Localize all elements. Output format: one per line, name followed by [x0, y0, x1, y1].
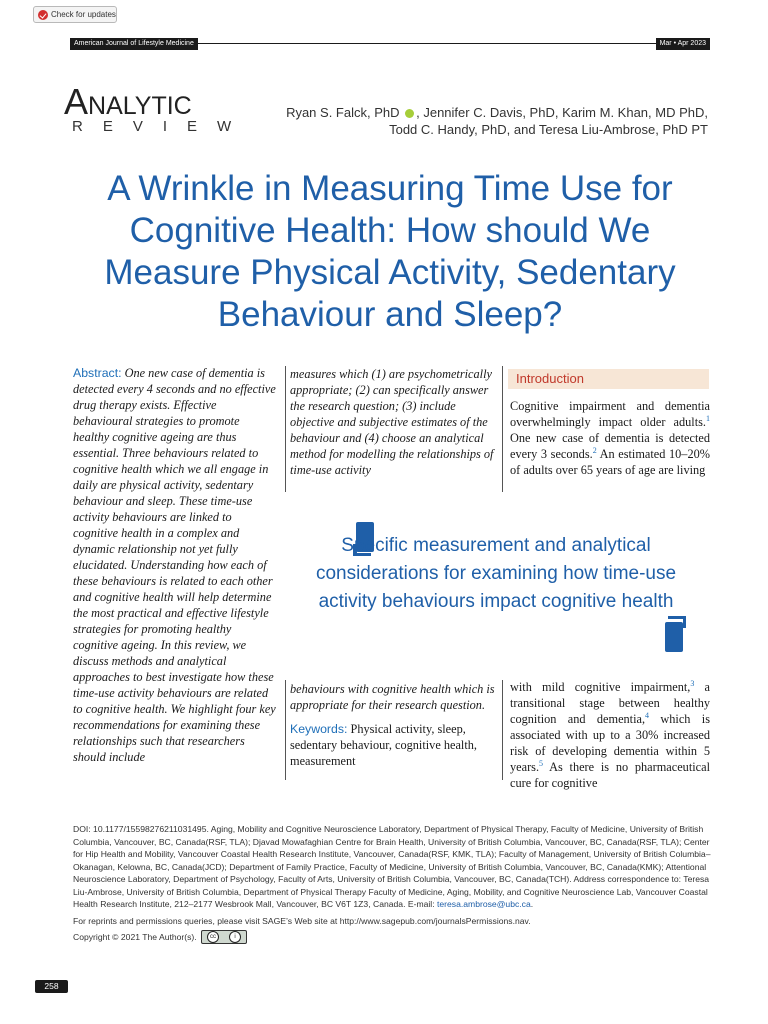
intro-paragraph-continued — [510, 679, 710, 791]
cc-license-badge[interactable] — [201, 930, 247, 944]
column-divider — [502, 680, 503, 780]
keywords-label: Keywords: — [290, 722, 348, 736]
orcid-icon[interactable] — [405, 109, 414, 118]
reference-5[interactable]: 5 — [539, 758, 544, 768]
reference-3[interactable]: 3 — [690, 678, 695, 688]
intro-text: One new case of dementia is detected every 3 seconds. — [510, 431, 710, 461]
intro-text: with mild cognitive impairment, — [510, 680, 691, 694]
reprints-note — [73, 915, 713, 927]
cc-icon: cc — [207, 931, 219, 943]
check-icon — [38, 10, 48, 20]
intro-paragraph-1 — [510, 398, 710, 478]
author-falck: Ryan S. Falck, PhD — [286, 105, 400, 120]
abstract-text-col2-top: measures which (1) are psychometrically appropriate; (2) can specifically answer the research question; (3) include objective and subjective estimates of the behaviour and (4) choose an analytical method for modelling the relationships of time-use activity — [290, 367, 494, 477]
keywords — [290, 721, 496, 769]
journal-name: American Journal of Lifestyle Medicine — [70, 38, 198, 50]
column-divider — [285, 680, 286, 780]
article-type-logo — [64, 82, 192, 122]
intro-text: which is associated with up to a 30% increased risk of developing dementia within 5 years. — [510, 712, 710, 774]
column-divider — [285, 366, 286, 492]
issue-date: Mar • Apr 2023 — [656, 38, 710, 50]
abstract-column — [73, 365, 277, 765]
author-list — [258, 104, 708, 138]
check-for-updates-button[interactable] — [33, 6, 117, 23]
pull-quote: Specific measurement and analytical considerations for examining how time-use activity behaviours impact cognitive health — [315, 535, 677, 612]
abstract-text-col1: One new case of dementia is detected every 4 seconds and no effective drug therapy exists. Effective behavioural strategies to promote healthy cognitive ageing are thus essential. Three behaviours related to cognitive health which we all engage in daily are physical activity, sedentary behaviour and sleep. These time-use activity behaviours are linked to cognitive health in a complex and dynamic relationship not yet fully elucidated. Understanding how each of these behaviours is related to each other and cognitive health will help determine the most practical and effective lifestyle strategies for promoting healthy cognitive ageing. In this review, we discuss methods and analytical approaches to best investigate how these time-use activity behaviours are related to cognitive health. We highlight four key recommendations for examining these relationships such that researchers should include — [73, 366, 276, 764]
check-for-updates-label: Check for updates — [51, 10, 116, 19]
reference-2[interactable]: 2 — [592, 445, 597, 455]
page-number: 258 — [35, 980, 68, 993]
footnote-text: DOI: 10.1177/15598276211031495. Aging, Mobility and Cognitive Neuroscience Laboratory, Department of Physical Therapy, Faculty of Medicine, University of British Columbia, Vancouver, BC, Canada(RSF, TLA); Djavad Mowafaghian Centre for Brain Health, University of British Columbia, Vancouver, BC, Canada(RSF, TLA); Center for Hip Health and Mobility, Vancouver Coastal Health Research Institute, Vancouver, Canada(RSF, KMK, TLA); Faculty of Management, University of British Columbia–Okanagan, Kelowna, BC, Canada(JCD); Department of Family Practice, Faculty of Medicine, University of British Columbia, Vancouver, BC, Canada(KMK); Attentional Neuroscience Laboratory, Department of Psychology, Faculty of Arts, University of British Columbia, Vancouver, BC, Canada(TCH). Address correspondence to: Teresa Liu-Ambrose, University of British Columbia, Department of Physical Therapy Faculty of Medicine, Aging, Mobility, and Cognitive Neuroscience Lab, Vancouver Coastal Health Research Institute, 212–2177 Wesbrook Mall, Vancouver, BC V6T 1Z3, Canada. E-mail: — [73, 824, 711, 909]
abstract-label: Abstract: — [73, 366, 122, 380]
journal-header-strip — [70, 38, 710, 50]
copyright-notice: Copyright © 2021 The Author(s). — [73, 932, 197, 942]
reference-4[interactable]: 4 — [645, 710, 650, 720]
correspondence-email-link[interactable]: teresa.ambrose@ubc.ca — [437, 899, 531, 909]
affiliation-footnote — [73, 823, 713, 911]
quote-close-icon — [665, 616, 686, 652]
authors-line1-rest: , Jennifer C. Davis, PhD, Karim M. Khan, MD PhD, — [416, 105, 708, 120]
column-divider — [502, 366, 503, 492]
keywords-text: Physical activity, sleep, sedentary behaviour, cognitive health, measurement — [290, 722, 477, 768]
authors-line2: Todd C. Handy, PhD, and Teresa Liu-Ambrose, PhD PT — [389, 122, 708, 137]
permissions-link[interactable]: http://www.sagepub.com/journalsPermissions.nav — [339, 916, 529, 926]
abstract-continued — [290, 681, 496, 769]
intro-text: As there is no pharmaceutical cure for cognitive — [510, 760, 710, 790]
reference-1[interactable]: 1 — [706, 413, 710, 423]
intro-text: a transitional stage between healthy cognition and dementia, — [510, 680, 710, 726]
attribution-icon: i — [229, 931, 241, 943]
logo-subtitle: REVIEW — [72, 118, 252, 135]
logo-main-text: Analytic — [64, 81, 192, 122]
abstract-text-col2-bottom: behaviours with cognitive health which is appropriate for their research question. — [290, 682, 495, 712]
intro-text: Cognitive impairment and dementia overwhelmingly impact older adults. — [510, 399, 710, 429]
reprints-text: For reprints and permissions queries, please visit SAGE’s Web site at — [73, 916, 340, 926]
article-title: A Wrinkle in Measuring Time Use for Cognitive Health: How should We Measure Physical Activity, Sedentary Behaviour and Sleep? — [104, 169, 676, 334]
footnote-end: . — [530, 899, 534, 909]
intro-text: An estimated 10–20% of adults over 65 years of age are living — [510, 447, 710, 477]
introduction-heading: Introduction — [516, 371, 584, 386]
reprints-end: . — [528, 916, 531, 926]
